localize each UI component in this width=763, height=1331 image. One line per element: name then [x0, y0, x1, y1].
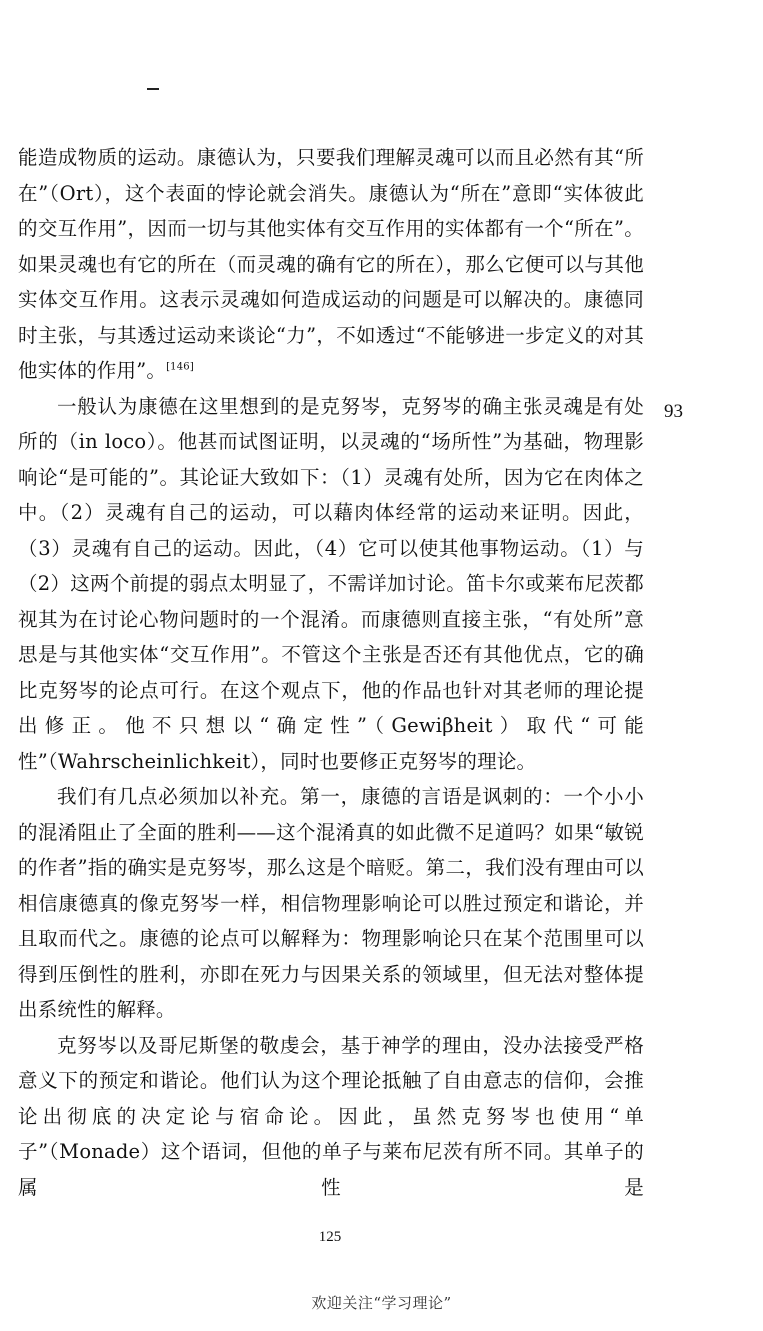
- margin-page-number: 93: [664, 401, 683, 422]
- text-body: [18, 140, 644, 1205]
- paragraph-1-text: 能造成物质的运动。康德认为，只要我们理解灵魂可以而且必然有其“所在”（Ort），这个表面的悖论就会消失。康德认为“所在”意即“实体彼此的交互作用”，因而一切与其他实体有交互作用的实体都有一个“所在”。如果灵魂也有它的所在（而灵魂的确有它的所在），那么它便可以与其他实体交互作用。这表示灵魂如何造成运动的问题是可以解决的。康德同时主张，与其透过运动来谈论“力”，不如透过“不能够进一步定义的对其他实体的作用”。: [18, 146, 644, 382]
- paragraph-4: 克努岑以及哥尼斯堡的敬虔会，基于神学的理由，没办法接受严格意义下的预定和谐论。他们认为这个理论抵触了自由意志的信仰，会推论出彻底的决定论与宿命论。因此，虽然克努岑也使用“单子”（Monade）这个语词，但他的单子与莱布尼茨有所不同。其单子的属性是: [18, 1033, 644, 1199]
- paragraph-2: 一般认为康德在这里想到的是克努岑，克努岑的确主张灵魂是有处所的（in loco）。他甚而试图证明，以灵魂的“场所性”为基础，物理影响论“是可能的”。其论证大致如下：（1）灵魂有处所，因为它在肉体之中。（2）灵魂有自己的运动，可以藉肉体经常的运动来证明。因此，（3）灵魂有自己的运动。因此，（4）它可以使其他事物运动。（1）与（2）这两个前提的弱点太明显了，不需详加讨论。笛卡尔或莱布尼茨都视其为在讨论心物问题时的一个混淆。而康德则直接主张，“有处所”意思是与其他实体“交互作用”。不管这个主张是否还有其他优点，它的确比克努岑的论点可行。在这个观点下，他的作品也针对其老师的理论提出修正。他不只想以“确定性”（Gewiβheit）取代“可能性”（Wahrscheinlichkeit），同时也要修正克努岑的理论。: [18, 394, 644, 773]
- footer-note: 欢迎关注“学习理论”: [311, 1294, 452, 1312]
- footnote-ref[interactable]: [146]: [166, 361, 194, 373]
- page-mark: [147, 88, 159, 90]
- paragraph-3: 我们有几点必须加以补充。第一，康德的言语是讽刺的：一个小小的混淆阻止了全面的胜利——这个混淆真的如此微不足道吗？如果“敏锐的作者”指的确实是克努岑，那么这是个暗贬。第二，我们没有理由可以相信康德真的像克努岑一样，相信物理影响论可以胜过预定和谐论，并且取而代之。康德的论点可以解释为：物理影响论只在某个范围里可以得到压倒性的胜利，亦即在死力与因果关系的领域里，但无法对整体提出系统性的解释。: [18, 785, 644, 1021]
- paragraph-1: [18, 140, 644, 389]
- page-number: 125: [318, 1229, 342, 1245]
